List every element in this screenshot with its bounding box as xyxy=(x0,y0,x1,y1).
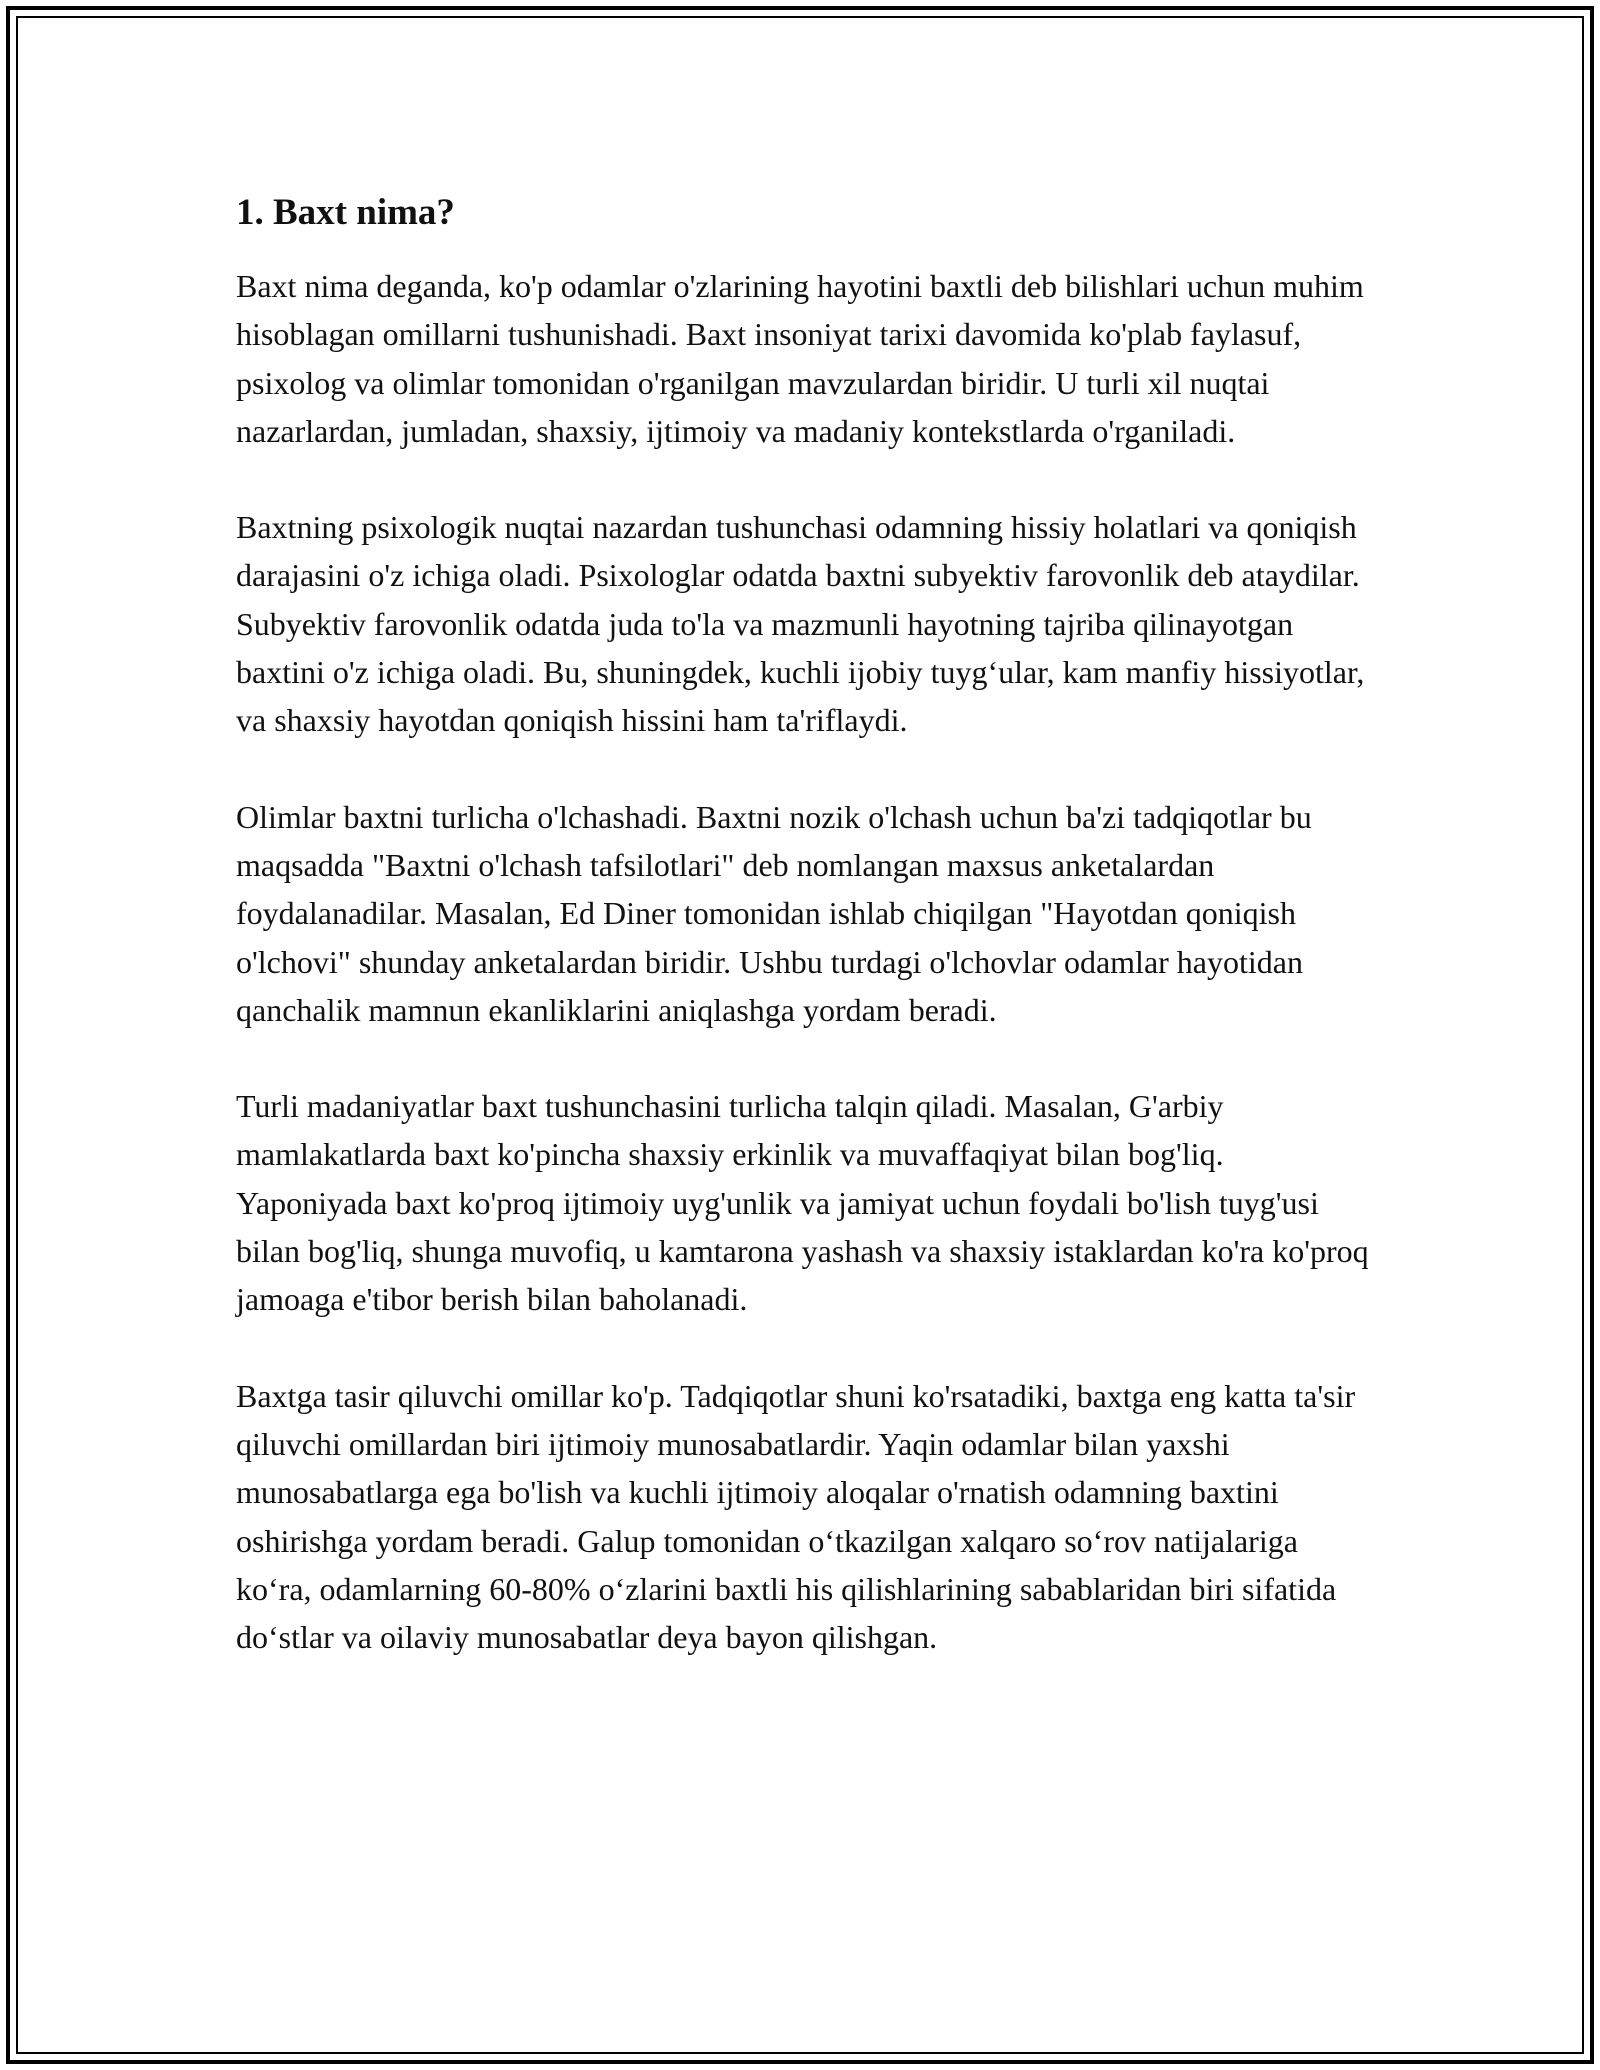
paragraph-5: Baxtga tasir qiluvchi omillar ko'p. Tadqiqotlar shuni ko'rsatadiki, baxtga eng katta ta'sir qiluvchi omillardan biri ijtimoiy munosabatlardir. Yaqin odamlar bilan yaxshi munosabatlarga ega bo'lish va kuchli ijtimoiy aloqalar o'rnatish odamning baxtini oshirishga yordam beradi. Galup tomonidan o‘tkazilgan xalqaro so‘rov natijalariga ko‘ra, odamlarning 60-80% o‘zlarini baxtli his qilishlarining sabablaridan biri sifatida do‘stlar va oilaviy munosabatlar deya bayon qilishgan. xyxy=(236,1377,1356,1656)
document-body xyxy=(236,188,1376,1661)
paragraph-3: Olimlar baxtni turlicha o'lchashadi. Baxtni nozik o'lchash uchun ba'zi tadqiqotlar bu maqsadda "Baxtni o'lchash tafsilotlari" deb nomlangan maxsus anketalardan foydalanadilar. Masalan, Ed Diner tomonidan ishlab chiqilgan "Hayotdan qoniqish o'lchovi" shunday anketalardan biridir. Ushbu turdagi o'lchovlar odamlar hayotidan qanchalik mamnun ekanliklarini aniqlashga yordam beradi. xyxy=(236,798,1312,1028)
paragraph-4: Turli madaniyatlar baxt tushunchasini turlicha talqin qiladi. Masalan, G'arbiy mamlakatlarda baxt ko'pincha shaxsiy erkinlik va muvaffaqiyat bilan bog'liq. Yaponiyada baxt ko'proq ijtimoiy uyg'unlik va jamiyat uchun foydali bo'lish tuyg'usi bilan bog'liq, shunga muvofiq, u kamtarona yashash va shaxsiy istaklardan ko'ra ko'proq jamoaga e'tibor berish bilan baholanadi. xyxy=(236,1088,1369,1318)
section-heading: 1. Baxt nima? xyxy=(236,192,455,233)
paragraph-2: Baxtning psixologik nuqtai nazardan tushunchasi odamning hissiy holatlari va qoniqish darajasini o'z ichiga oladi. Psixologlar odatda baxtni subyektiv farovonlik deb ataydilar. Subyektiv farovonlik odatda juda to'la va mazmunli hayotning tajriba qilinayotgan baxtini o'z ichiga oladi. Bu, shuningdek, kuchli ijobiy tuyg‘ular, kam manfiy hissiyotlar, va shaxsiy hayotdan qoniqish hissini ham ta'riflaydi. xyxy=(236,509,1365,739)
paragraph-1: Baxt nima deganda, ko'p odamlar o'zlarining hayotini baxtli deb bilishlari uchun muhim hisoblagan omillarni tushunishadi. Baxt insoniyat tarixi davomida ko'plab faylasuf, psixolog va olimlar tomonidan o'rganilgan mavzulardan biridir. U turli xil nuqtai nazarlardan, jumladan, shaxsiy, ijtimoiy va madaniy kontekstlarda o'rganiladi. xyxy=(236,268,1364,449)
